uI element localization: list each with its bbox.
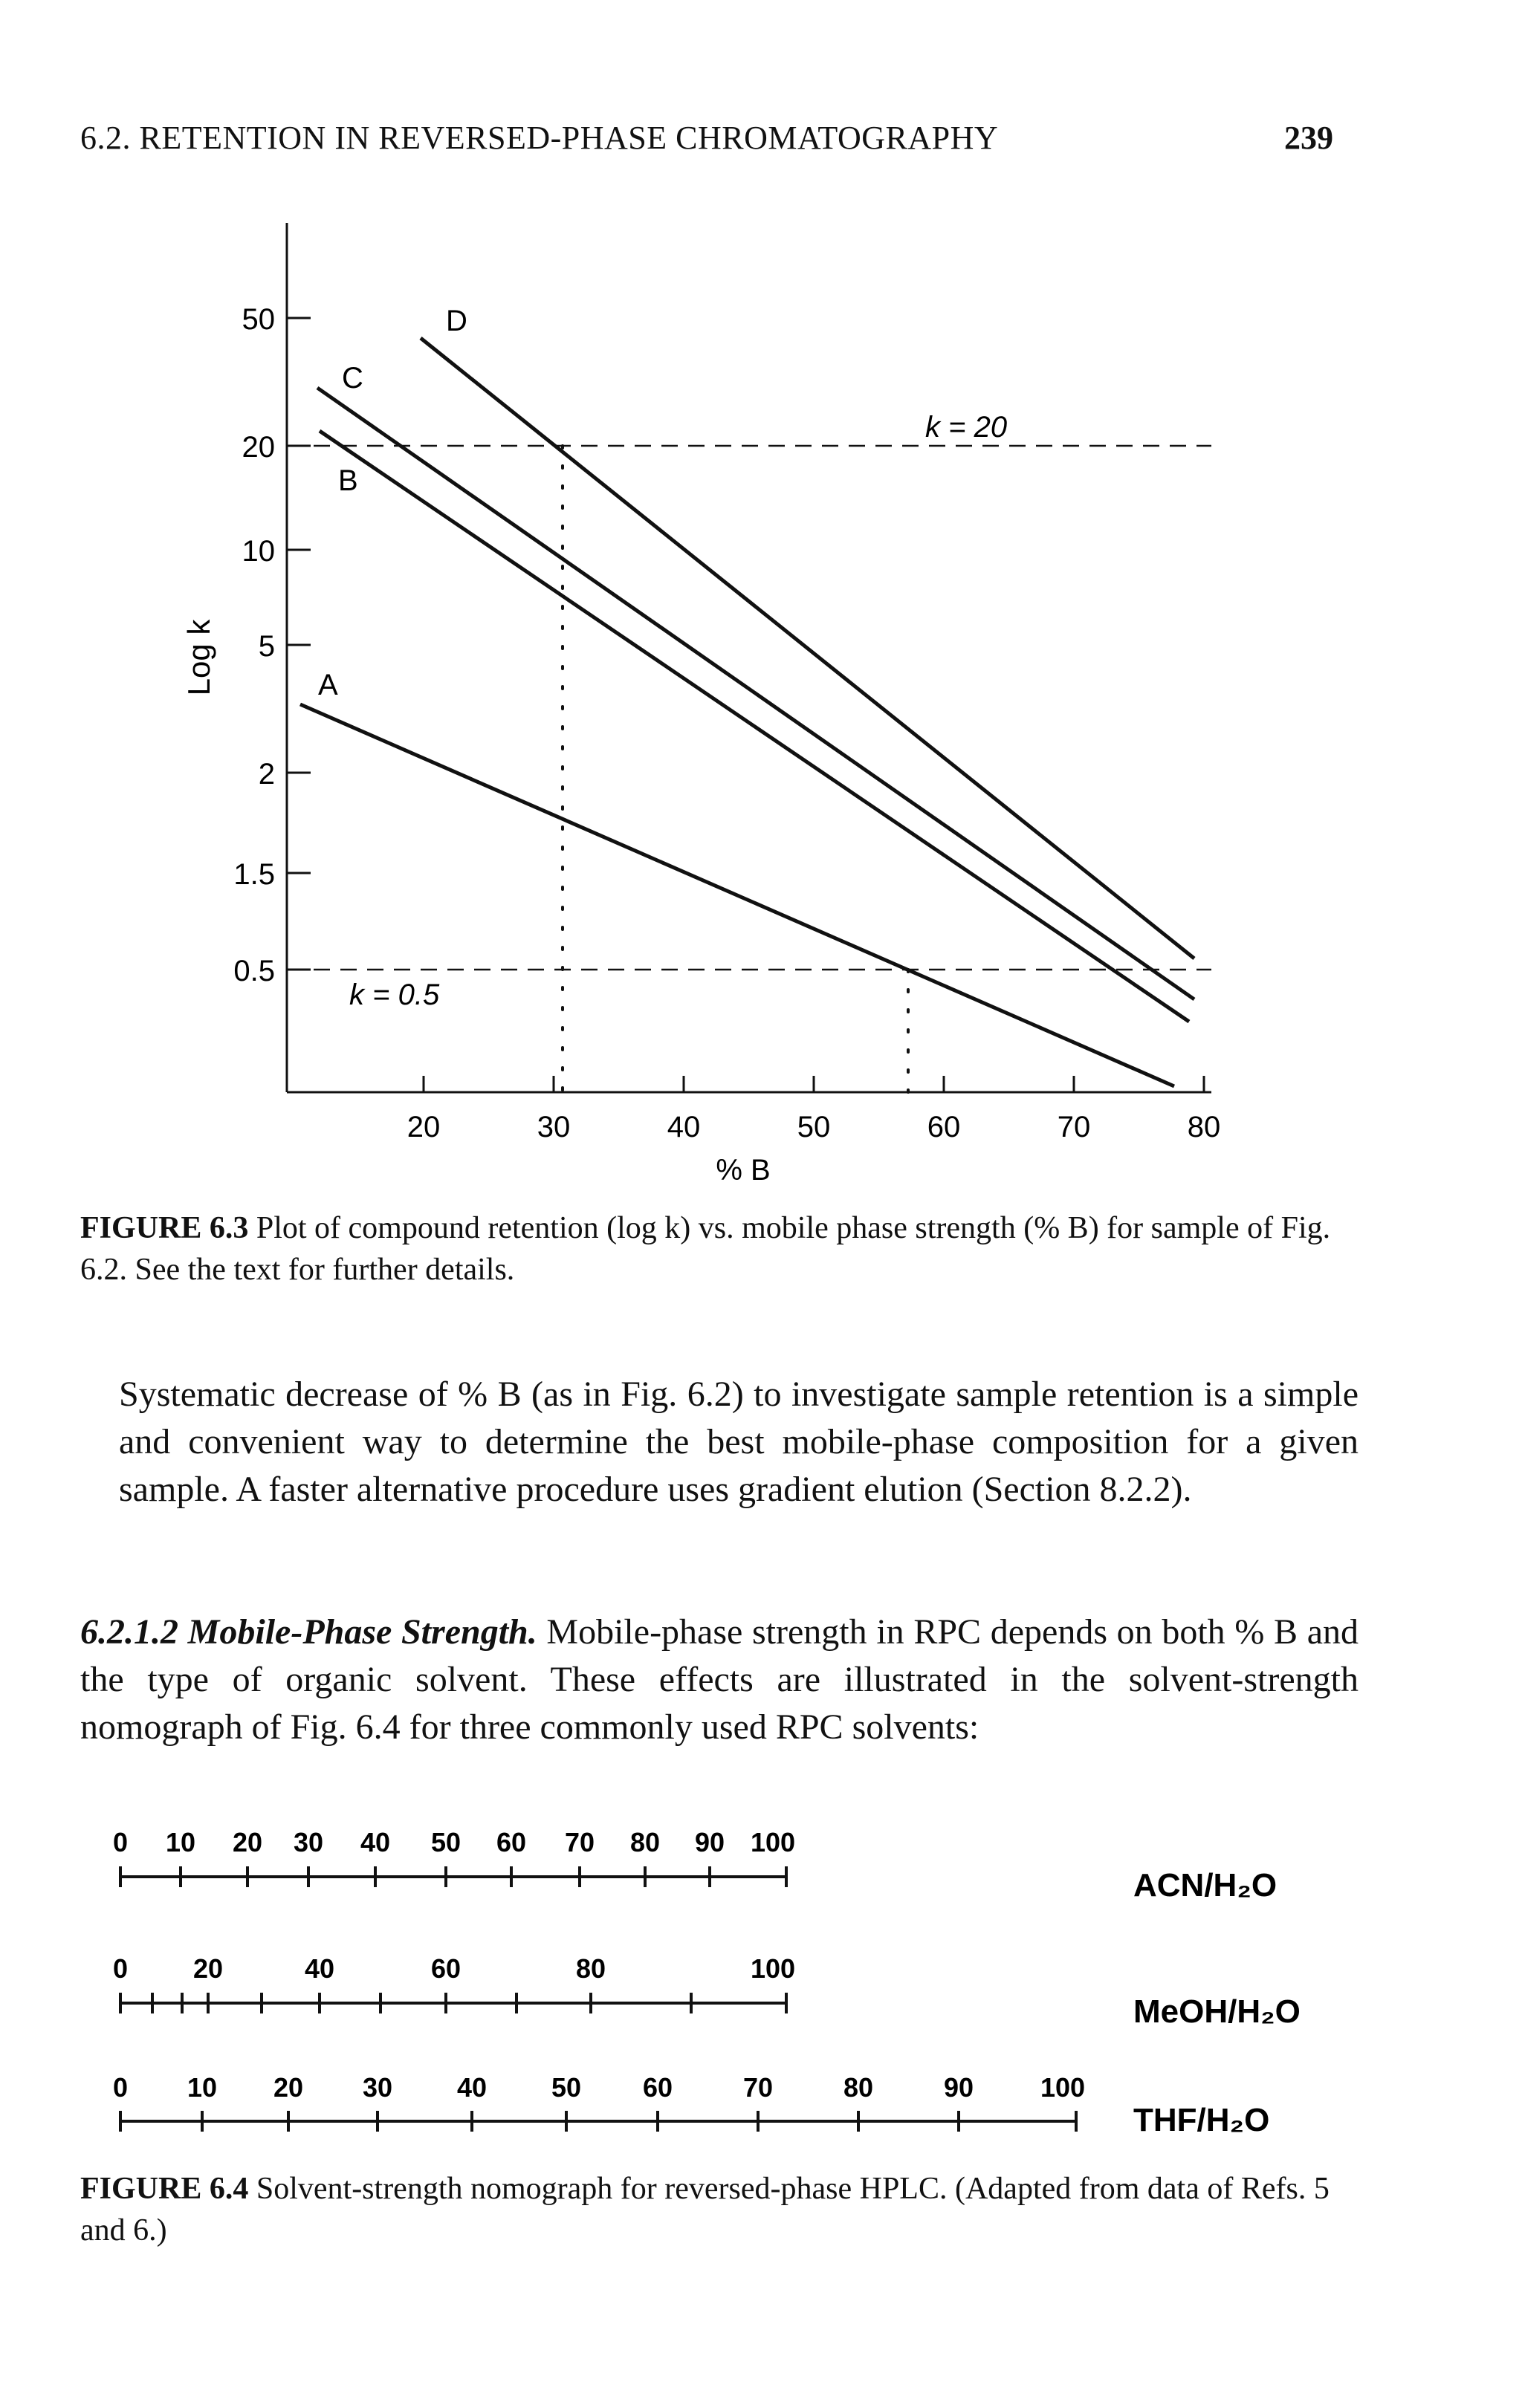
scale-acn bbox=[113, 1827, 1277, 1904]
x-tick-label: 20 bbox=[407, 1111, 441, 1143]
meoh-tick-label: 40 bbox=[304, 1953, 335, 1984]
y-tick-labels bbox=[233, 303, 275, 987]
x-tick-label: 30 bbox=[537, 1111, 571, 1143]
acn-tick-label: 60 bbox=[496, 1827, 527, 1857]
thf-tick-label: 70 bbox=[742, 2072, 774, 2103]
thf-tick-label: 60 bbox=[642, 2072, 673, 2103]
thf-tick-label: 90 bbox=[943, 2072, 974, 2103]
series-label-a: A bbox=[318, 669, 338, 701]
thf-tick-label: 50 bbox=[551, 2072, 582, 2103]
acn-tick-label: 70 bbox=[564, 1827, 595, 1857]
x-tick-labels bbox=[407, 1111, 1221, 1143]
section-title: Mobile-Phase Strength. bbox=[187, 1612, 537, 1652]
y-tick-label: 5 bbox=[258, 630, 275, 663]
meoh-tick-label: 60 bbox=[430, 1953, 462, 1984]
acn-tick-label: 30 bbox=[293, 1827, 324, 1857]
x-tick-label: 40 bbox=[667, 1111, 701, 1143]
page-number: 239 bbox=[1284, 120, 1333, 156]
ref-label-k05: k = 0.5 bbox=[349, 979, 440, 1011]
figure-6-3-caption-text: Plot of compound retention (log k) vs. mobile phase strength (% B) for sample of Fig. 6.2. See the text for further details. bbox=[80, 1211, 1331, 1287]
thf-tick-label: 10 bbox=[187, 2072, 218, 2103]
series-line-c bbox=[317, 388, 1194, 999]
thf-tick-label: 80 bbox=[843, 2072, 874, 2103]
meoh-scale-name: MeOH/H₂O bbox=[1133, 1993, 1301, 2030]
x-ticks bbox=[424, 1076, 1204, 1092]
meoh-tick-label: 100 bbox=[750, 1953, 796, 1984]
meoh-tick-label: 80 bbox=[575, 1953, 606, 1984]
y-tick-label: 20 bbox=[242, 431, 275, 464]
acn-tick-label: 10 bbox=[165, 1827, 196, 1857]
thf-tick-label: 30 bbox=[362, 2072, 393, 2103]
acn-tick-label: 90 bbox=[694, 1827, 725, 1857]
x-tick-label: 80 bbox=[1187, 1111, 1221, 1143]
series-label-c: C bbox=[342, 362, 363, 395]
acn-tick-label: 40 bbox=[360, 1827, 391, 1857]
thf-tick-label: 0 bbox=[112, 2072, 129, 2103]
series-label-b: B bbox=[338, 464, 358, 497]
x-axis-label: % B bbox=[716, 1154, 771, 1187]
acn-tick-label: 50 bbox=[430, 1827, 462, 1857]
section-number: 6.2.1.2 bbox=[80, 1612, 178, 1652]
x-tick-label: 70 bbox=[1057, 1111, 1091, 1143]
acn-tick-label: 80 bbox=[629, 1827, 661, 1857]
meoh-tick-label: 0 bbox=[112, 1953, 129, 1984]
y-ticks bbox=[287, 318, 311, 970]
section-text: Mobile-phase strength in RPC depends on both % B and the type of organic solvent. These effects are illustrated in the solvent-strength nomograph of Fig. 6.4 for three commonly used RPC solvents: bbox=[80, 1612, 1359, 1747]
y-tick-label: 10 bbox=[242, 535, 275, 568]
acn-tick-label: 0 bbox=[112, 1827, 129, 1857]
series-line-d bbox=[421, 338, 1194, 958]
figure-6-3-caption-label: FIGURE 6.3 bbox=[80, 1211, 249, 1245]
x-tick-label: 50 bbox=[797, 1111, 831, 1143]
figure-6-3-caption bbox=[80, 1207, 1359, 1291]
body-paragraph-1: Systematic decrease of % B (as in Fig. 6.2) to investigate sample retention is a simple and convenient way to determine the best mobile-phase composition for a given sample. A faster alternative procedure uses gradient elution (Section 8.2.2). bbox=[119, 1375, 1359, 1509]
figure-6-4-caption bbox=[80, 2168, 1359, 2251]
ref-label-k20: k = 20 bbox=[925, 411, 1008, 444]
series-line-b bbox=[320, 431, 1189, 1022]
figure-6-4-nomograph bbox=[0, 1813, 1522, 2155]
series-label-d: D bbox=[446, 305, 467, 337]
thf-scale-name: THF/H₂O bbox=[1133, 2102, 1270, 2138]
x-tick-label: 60 bbox=[927, 1111, 961, 1143]
running-head: 6.2. RETENTION IN REVERSED-PHASE CHROMATOGRAPHY bbox=[80, 120, 999, 156]
figure-6-4-caption-text: Solvent-strength nomograph for reversed-phase HPLC. (Adapted from data of Refs. 5 and 6.) bbox=[80, 2172, 1330, 2248]
body-paragraph-2 bbox=[80, 1609, 1359, 1751]
y-tick-label: 0.5 bbox=[233, 955, 275, 987]
acn-tick-label: 100 bbox=[750, 1827, 796, 1857]
scale-thf bbox=[113, 2072, 1269, 2138]
scale-meoh bbox=[113, 1953, 1301, 2030]
thf-tick-label: 40 bbox=[456, 2072, 488, 2103]
meoh-tick-label: 20 bbox=[192, 1953, 224, 1984]
acn-scale-name: ACN/H₂O bbox=[1133, 1867, 1277, 1904]
acn-tick-label: 20 bbox=[232, 1827, 263, 1857]
y-tick-label: 1.5 bbox=[233, 858, 275, 891]
y-axis-label: Log k bbox=[181, 619, 216, 696]
thf-tick-label: 100 bbox=[1040, 2072, 1086, 2103]
thf-tick-label: 20 bbox=[273, 2072, 304, 2103]
figure-6-4-caption-label: FIGURE 6.4 bbox=[80, 2172, 249, 2206]
y-tick-label: 50 bbox=[242, 303, 275, 336]
y-tick-label: 2 bbox=[258, 758, 275, 791]
